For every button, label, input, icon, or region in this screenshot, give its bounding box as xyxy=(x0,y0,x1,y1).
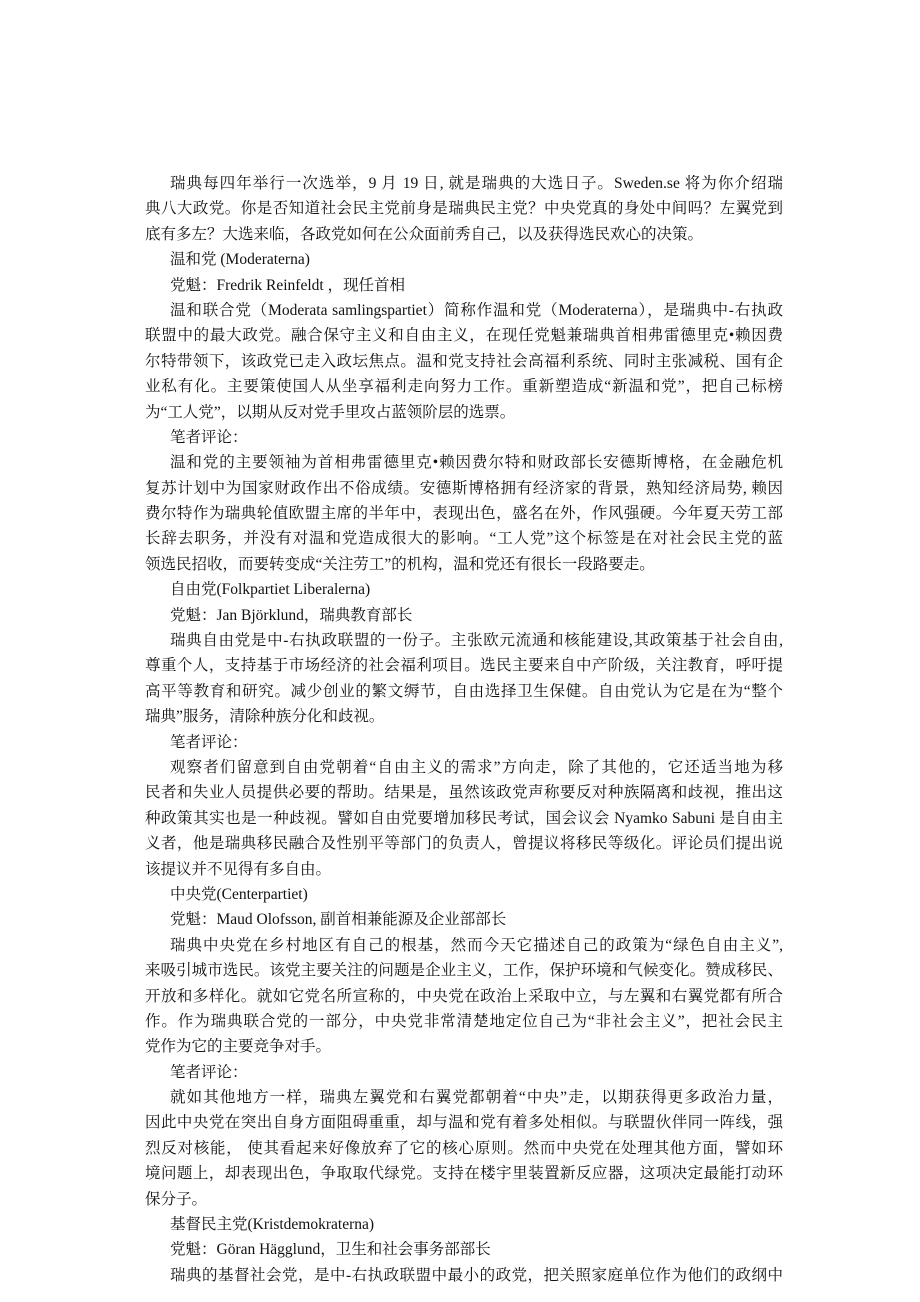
text-line: 基督民主党(Kristdemokraterna) xyxy=(170,1216,375,1234)
text-line: 党魁：Maud Olofsson, 副首相兼能源及企业部部长 xyxy=(170,911,507,929)
comment-label xyxy=(145,1060,783,1085)
paragraph xyxy=(145,933,783,1060)
text-line: 烈反对核能， 使其看起来好像放弃了它的核心原则。然而中央党在处理其他方面，譬如环 xyxy=(145,1139,783,1157)
text-line: 笔者评论： xyxy=(170,733,248,751)
text-line: 因此中央党在突出自身方面阻碍重重，却与温和党有着多处相似。与联盟伙伴同一阵线，强 xyxy=(145,1114,783,1132)
text-line: 党魁：Jan Björklund，瑞典教育部长 xyxy=(170,606,413,624)
text-line: 瑞典每四年举行一次选举，9 月 19 日, 就是瑞典的大选日子。Sweden.se 将为你介绍瑞 xyxy=(170,175,783,192)
paragraph xyxy=(145,171,783,247)
party-leader xyxy=(145,273,783,298)
party-leader xyxy=(145,907,783,932)
text-line: 长辞去职务，并没有对温和党造成很大的影响。“工人党”这个标签是在对社会民主党的蓝 xyxy=(145,530,783,548)
text-line: 笔者评论： xyxy=(170,1063,248,1081)
party-heading xyxy=(145,247,783,272)
party-heading xyxy=(145,577,783,602)
text-line: 境问题上，却表现出色，争取取代绿党。支持在楼宇里装置新反应器，这项决定最能打动环 xyxy=(145,1165,783,1183)
paragraph xyxy=(145,298,783,425)
text-line: 尊重个人，支持基于市场经济的社会福利项目。选民主要来自中产阶级，关注教育，呼吁提 xyxy=(145,657,783,675)
text-line: 高平等教育和研究。减少创业的繁文缛节，自由选择卫生保健。自由党认为它是在为“整个 xyxy=(145,682,783,700)
text-line: 温和联合党（Moderata samlingspartiet）简称作温和党（Moderaterna），是瑞典中-右执政 xyxy=(170,301,783,319)
text-line: 就如其他地方一样，瑞典左翼党和右翼党都朝着“中央”走，以期获得更多政治力量， xyxy=(170,1089,783,1107)
party-heading xyxy=(145,1212,783,1237)
text-line: 开放和多样化。就如它党名所宣称的，中央党在政治上采取中立，与左翼和右翼党都有所合 xyxy=(145,987,783,1005)
text-line: 观察者们留意到自由党朝着“自由主义的需求”方向走，除了其他的，它还适当地为移 xyxy=(170,758,783,776)
text-line: 自由党(Folkpartiet Liberalerna) xyxy=(170,581,371,599)
paragraph xyxy=(145,1263,783,1288)
paragraph xyxy=(145,628,783,730)
text-line: 业私有化。主要策使国人从坐享福利走向努力工作。重新塑造成“新温和党”，把自己标榜 xyxy=(145,378,783,396)
text-line: 来吸引城市选民。该党主要关注的问题是企业主义，工作，保护环境和气候变化。赞成移民、 xyxy=(145,962,783,980)
text-line: 领选民招收，而要转变成“关注劳工”的机构，温和党还有很长一段路要走。 xyxy=(145,555,655,573)
text-line: 笔者评论： xyxy=(170,428,248,446)
text-line: 义者，他是瑞典移民融合及性别平等部门的负责人，曾提议将移民等级化。评论员们提出说 xyxy=(145,835,783,853)
text-line: 中央党(Centerpartiet) xyxy=(170,885,308,903)
text-line: 瑞典中央党在乡村地区有自己的根基，然而今天它描述自己的政策为“绿色自由主义”, xyxy=(170,936,783,954)
text-line: 保分子。 xyxy=(145,1190,208,1208)
paragraph xyxy=(145,450,783,577)
party-leader xyxy=(145,603,783,628)
text-line: 党魁：Göran Hägglund，卫生和社会事务部部长 xyxy=(170,1241,491,1259)
text-line: 底有多左？大选来临，各政党如何在公众面前秀自己，以及获得选民欢心的决策。 xyxy=(145,225,704,243)
text-line: 党魁：Fredrik Reinfeldt ，现任首相 xyxy=(170,276,406,294)
text-line: 瑞典的基督社会党，是中-右执政联盟中最小的政党，把关照家庭单位作为他们的政纲中 xyxy=(170,1266,783,1284)
comment-label xyxy=(145,730,783,755)
text-line: 联盟中的最大政党。融合保守主义和自由主义，在现任党魁兼瑞典首相弗雷德里克•赖因费 xyxy=(145,327,783,345)
document-body xyxy=(145,171,783,1288)
party-leader xyxy=(145,1237,783,1262)
text-line: 党作为它的主要竞争对手。 xyxy=(145,1038,332,1056)
text-line: 温和党 (Moderaterna) xyxy=(170,251,310,269)
text-line: 该提议并不见得有多自由。 xyxy=(145,860,332,878)
text-line: 为“工人党”，以期从反对党手里攻占蓝领阶层的选票。 xyxy=(145,403,516,421)
text-line: 瑞典自由党是中-右执政联盟的一份子。主张欧元流通和核能建设,其政策基于社会自由, xyxy=(170,632,783,650)
text-line: 温和党的主要领袖为首相弗雷德里克•赖因费尔特和财政部长安德斯博格，在金融危机 xyxy=(170,454,783,472)
text-line: 种政策其实也是一种歧视。譬如自由党要增加移民考试，国会议会 Nyamko Sabuni 是自由主 xyxy=(145,809,783,827)
paragraph xyxy=(145,1085,783,1212)
text-line: 民者和失业人员提供必要的帮助。结果是，虽然该政党声称要反对种族隔离和歧视，推出这 xyxy=(145,784,783,802)
text-line: 尔特带领下，该政党已走入政坛焦点。温和党支持社会高福利系统、同时主张减税、国有企 xyxy=(145,352,783,370)
comment-label xyxy=(145,425,783,450)
paragraph xyxy=(145,755,783,882)
text-line: 典八大政党。你是否知道社会民主党前身是瑞典民主党？中央党真的身处中间吗？左翼党到 xyxy=(145,200,783,218)
text-line: 复苏计划中为国家财政作出不俗成绩。安德斯博格拥有经济家的背景，熟知经济局势, 赖因 xyxy=(145,479,783,497)
party-heading xyxy=(145,882,783,907)
text-line: 作。作为瑞典联合党的一部分，中央党非常清楚地定位自己为“非社会主义”，把社会民主 xyxy=(145,1012,783,1030)
text-line: 费尔特作为瑞典轮值欧盟主席的半年中，表现出色，盛名在外，作风强硬。今年夏天劳工部 xyxy=(145,505,783,523)
text-line: 瑞典”服务，清除种族分化和歧视。 xyxy=(145,708,385,726)
